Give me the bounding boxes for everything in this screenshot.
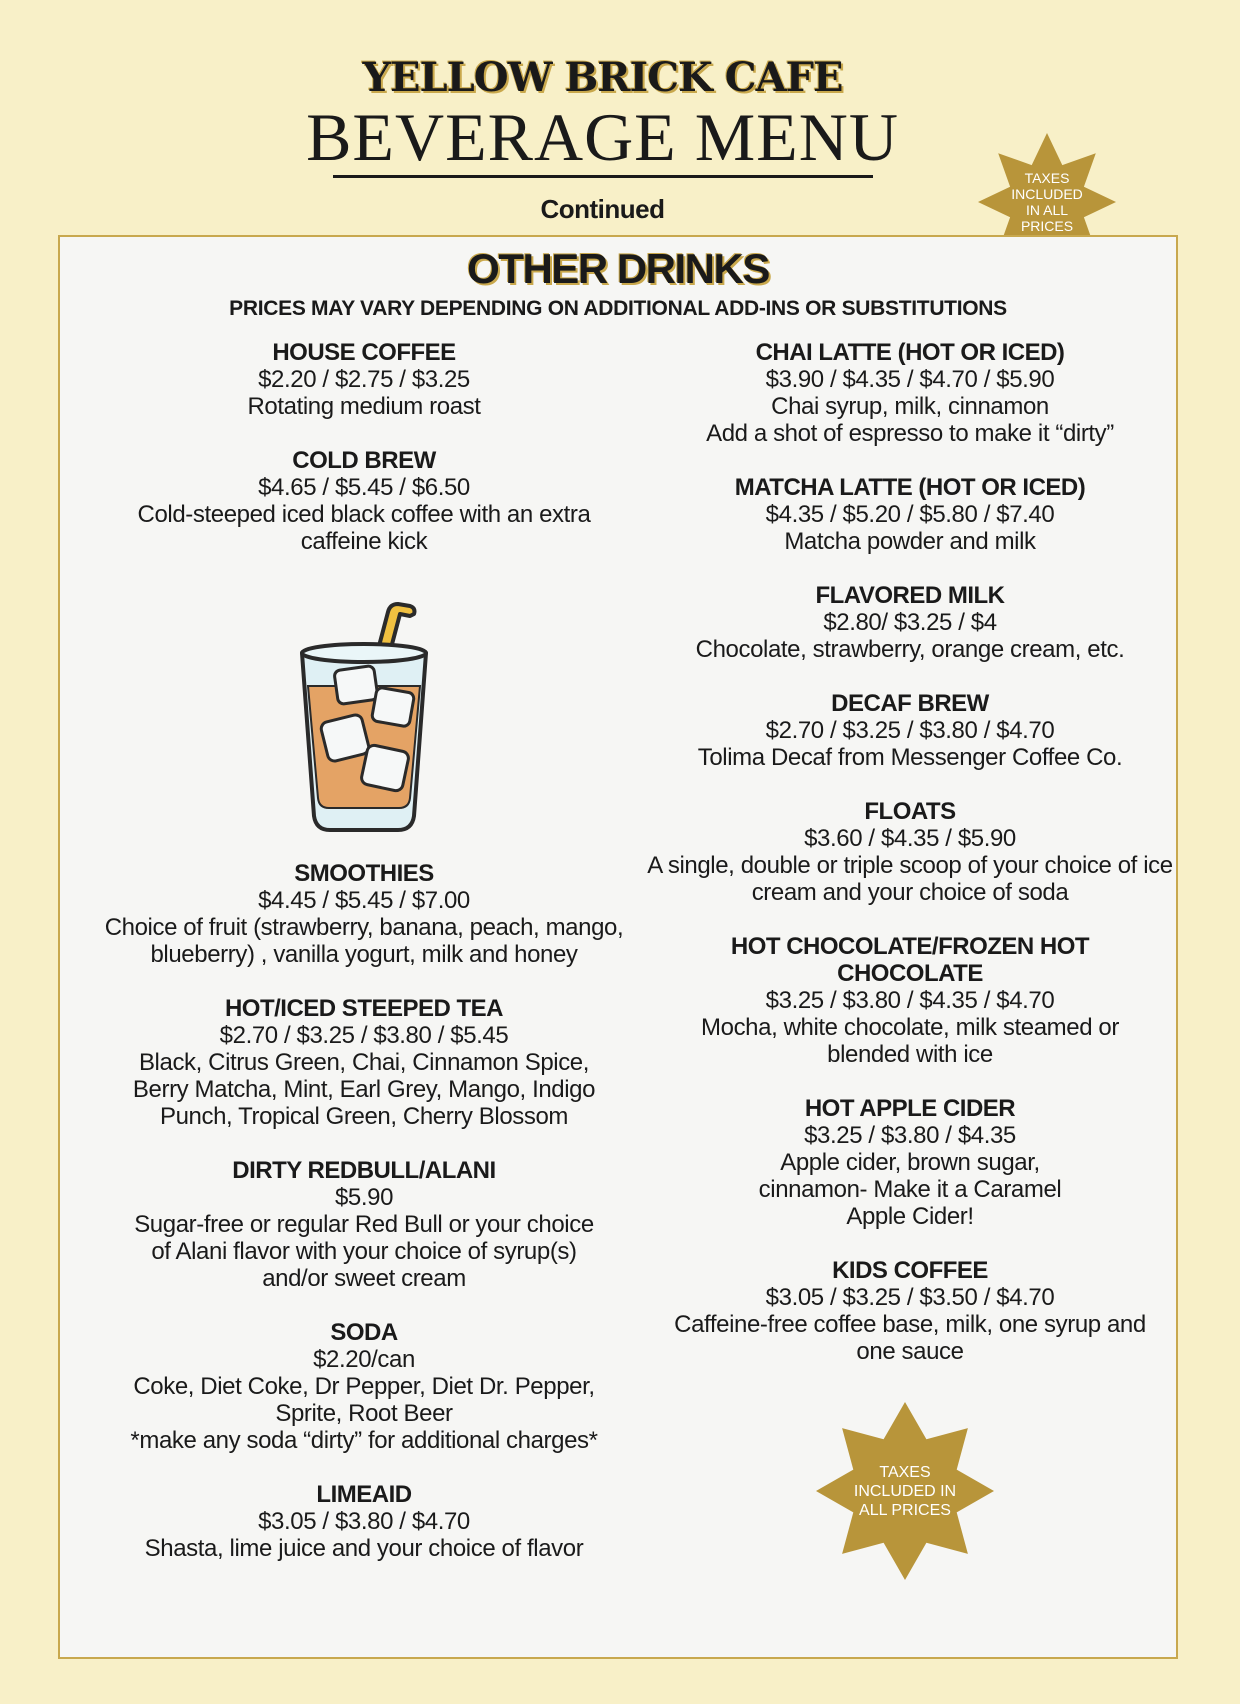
item-price: $3.05 / $3.80 / $4.70 <box>258 1508 470 1535</box>
menu-item-smoothies <box>64 860 664 968</box>
item-name: CHAI LATTE (HOT OR ICED) <box>755 339 1065 366</box>
item-price: $5.90 <box>334 1184 394 1211</box>
item-name: KIDS COFFEE <box>832 1257 988 1284</box>
iced-coffee-icon <box>274 598 454 838</box>
iced-drink-illustration <box>64 578 664 858</box>
item-price: $2.70 / $3.25 / $3.80 / $4.70 <box>765 717 1055 744</box>
item-price: $2.20 / $2.75 / $3.25 <box>258 366 470 393</box>
item-description: Mocha, white chocolate, milk steamed or blended with ice <box>701 1014 1119 1068</box>
menu-item-hot-chocolate <box>638 933 1182 1068</box>
item-name: FLAVORED MILK <box>815 582 1005 609</box>
item-price: $3.90 / $4.35 / $4.70 / $5.90 <box>765 366 1055 393</box>
title-underline <box>333 175 873 178</box>
menu-item-cold-brew <box>64 447 664 555</box>
item-description: Cold-steeped iced black coffee with an extra caffeine kick <box>137 501 591 555</box>
menu-item-kids-coffee <box>638 1257 1182 1365</box>
menu-item-floats <box>638 798 1182 906</box>
item-name: LIMEAID <box>316 1481 412 1508</box>
menu-item-chai-latte <box>638 339 1182 447</box>
section-title: OTHER DRINKS <box>467 245 769 292</box>
badge-text: TAXES INCLUDED IN ALL PRICES <box>853 1463 957 1519</box>
item-price: $2.20/can <box>313 1346 415 1373</box>
item-name: HOT APPLE CIDER <box>804 1095 1016 1122</box>
item-price: $4.35 / $5.20 / $5.80 / $7.40 <box>765 501 1055 528</box>
menu-item-apple-cider <box>638 1095 1182 1230</box>
item-name: SODA <box>330 1319 398 1346</box>
item-note: Add a shot of espresso to make it “dirty” <box>706 420 1114 447</box>
badge-text: TAXES INCLUDED IN ALL PRICES <box>1011 170 1083 234</box>
item-name: MATCHA LATTE (HOT OR ICED) <box>734 474 1086 501</box>
item-price: $4.45 / $5.45 / $7.00 <box>258 887 470 914</box>
menu-title: BEVERAGE MENU <box>306 99 899 175</box>
right-column <box>638 339 1182 1392</box>
taxes-badge-bottom <box>816 1402 994 1580</box>
item-name: DIRTY REDBULL/ALANI <box>232 1157 496 1184</box>
item-description: Coke, Diet Coke, Dr Pepper, Diet Dr. Pepper, Sprite, Root Beer <box>133 1373 595 1427</box>
item-price: $4.65 / $5.45 / $6.50 <box>258 474 470 501</box>
item-description: Choice of fruit (strawberry, banana, peach, mango, blueberry) , vanilla yogurt, milk and honey <box>104 914 624 968</box>
left-column <box>64 339 664 1589</box>
item-description: Caffeine-free coffee base, milk, one syrup and one sauce <box>674 1311 1146 1365</box>
item-price: $2.70 / $3.25 / $3.80 / $5.45 <box>219 1022 509 1049</box>
item-description: Rotating medium roast <box>247 393 481 420</box>
item-description: Tolima Decaf from Messenger Coffee Co. <box>697 744 1123 771</box>
cafe-name: YELLOW BRICK CAFE <box>362 54 843 101</box>
menu-item-steeped-tea <box>64 995 664 1130</box>
item-description: Chocolate, strawberry, orange cream, etc. <box>695 636 1125 663</box>
item-name: FLOATS <box>864 798 956 825</box>
item-description: Black, Citrus Green, Chai, Cinnamon Spice, Berry Matcha, Mint, Earl Grey, Mango, Indigo Punch, Tropical Green, Cherry Blossom <box>132 1049 596 1130</box>
menu-item-flavored-milk <box>638 582 1182 663</box>
menu-item-matcha-latte <box>638 474 1182 555</box>
item-price: $3.25 / $3.80 / $4.35 / $4.70 <box>765 987 1055 1014</box>
item-price: $3.05 / $3.25 / $3.50 / $4.70 <box>765 1284 1055 1311</box>
menu-item-soda <box>64 1319 664 1454</box>
menu-item-limeaid <box>64 1481 664 1562</box>
other-drinks-panel <box>58 235 1178 1659</box>
item-description: Apple cider, brown sugar, cinnamon- Make it a Caramel Apple Cider! <box>758 1149 1062 1230</box>
item-name: COLD BREW <box>292 447 436 474</box>
item-name: HOT CHOCOLATE/FROZEN HOT CHOCOLATE <box>730 933 1090 987</box>
item-description: Matcha powder and milk <box>784 528 1036 555</box>
menu-item-house-coffee <box>64 339 664 420</box>
item-note: *make any soda “dirty” for additional charges* <box>130 1427 598 1454</box>
item-price: $3.60 / $4.35 / $5.90 <box>804 825 1016 852</box>
item-name: SMOOTHIES <box>294 860 434 887</box>
item-description: Shasta, lime juice and your choice of flavor <box>144 1535 584 1562</box>
item-price: $3.25 / $3.80 / $4.35 <box>804 1122 1016 1149</box>
item-description: A single, double or triple scoop of your choice of ice cream and your choice of soda <box>647 852 1173 906</box>
item-price: $2.80/ $3.25 / $4 <box>823 609 997 636</box>
menu-item-decaf-brew <box>638 690 1182 771</box>
item-name: DECAF BREW <box>831 690 989 717</box>
item-description: Chai syrup, milk, cinnamon <box>771 393 1049 420</box>
item-name: HOT/ICED STEEPED TEA <box>224 995 504 1022</box>
section-note: PRICES MAY VARY DEPENDING ON ADDITIONAL ADD-INS OR SUBSTITUTIONS <box>229 297 1007 320</box>
item-description: Sugar-free or regular Red Bull or your choice of Alani flavor with your choice of syrup(s) and/or sweet cream <box>134 1211 594 1292</box>
continued-label: Continued <box>540 194 665 224</box>
menu-item-dirty-redbull <box>64 1157 664 1292</box>
item-name: HOUSE COFFEE <box>272 339 456 366</box>
